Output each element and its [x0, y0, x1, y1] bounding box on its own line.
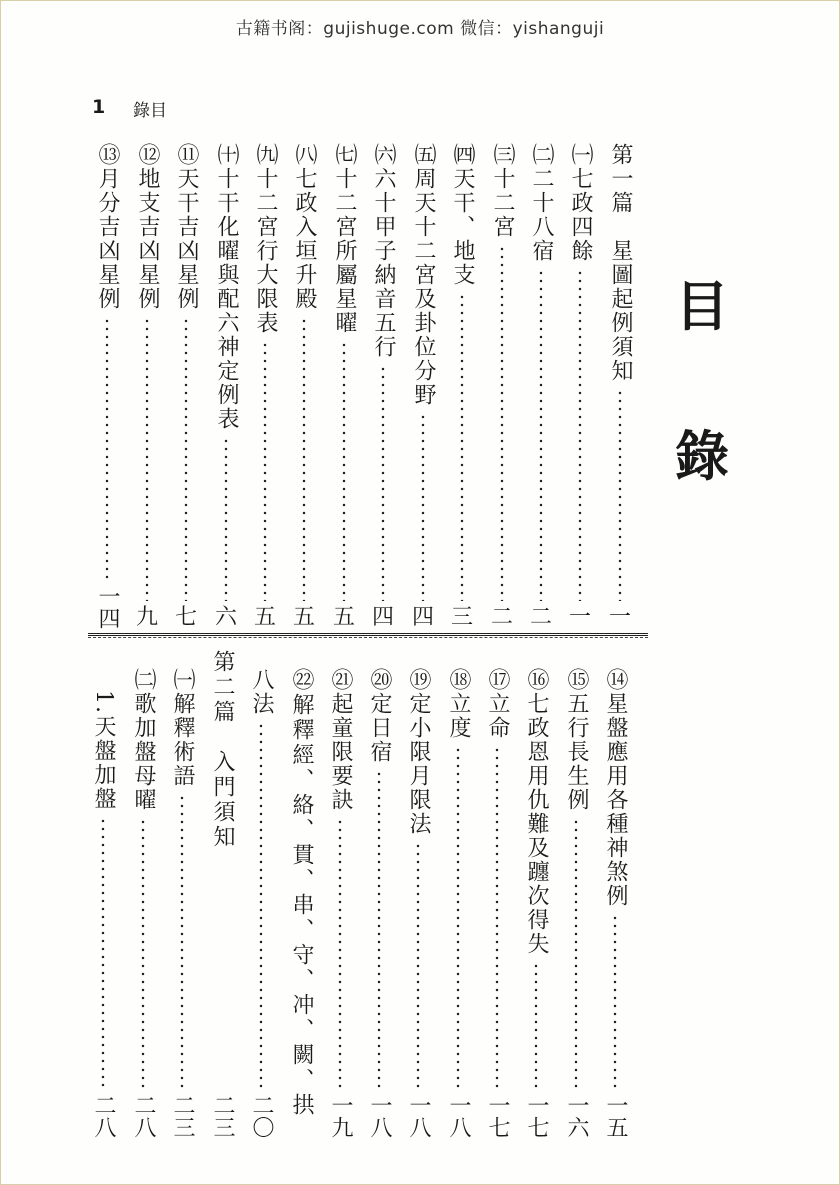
- toc-entry[interactable]: [128, 668, 158, 1138]
- toc-entry[interactable]: [408, 143, 438, 629]
- toc-entry[interactable]: [211, 143, 241, 629]
- toc-entry-page: 七: [174, 605, 197, 630]
- leader-dots: [338, 818, 342, 1088]
- toc-entry-label: ㈥六十甲子納音五行: [371, 143, 396, 359]
- leader-dots: [618, 389, 622, 601]
- page-header-title: 錄目: [133, 101, 167, 121]
- toc-entry-page: 二: [529, 605, 552, 630]
- leader-dots: [259, 722, 263, 1088]
- toc-entry-label: ㈠解釋術語: [170, 668, 195, 788]
- toc-entry-label: ㉑起童限要訣: [328, 668, 353, 812]
- toc-entry-label: ⑪天干吉凶星例: [174, 143, 199, 311]
- leader-dots: [500, 245, 504, 601]
- toc-entry-page: 二八: [131, 1094, 156, 1138]
- leader-dots: [460, 293, 464, 601]
- toc-entry[interactable]: [286, 668, 316, 1138]
- toc-entry[interactable]: [561, 668, 591, 1138]
- toc-entry-label: ㈡二十八宿: [529, 143, 554, 263]
- toc-entry-page: 一八: [446, 1094, 471, 1138]
- toc-entry-label: ⑲定小限月限法: [406, 668, 431, 836]
- leader-dots: [495, 746, 499, 1088]
- toc-entry-label: ⑰立命: [485, 668, 510, 740]
- leader-dots: [101, 817, 105, 1088]
- toc-entry-label: 1.天盤加盤: [91, 690, 116, 811]
- toc-entry-page: 一七: [485, 1094, 510, 1138]
- toc-entry[interactable]: [521, 668, 551, 1138]
- toc-entry-page: 一九: [328, 1094, 353, 1138]
- toc-entry-label: ㈧七政入垣升殿: [292, 143, 317, 311]
- toc-entry-page: 一: [568, 605, 591, 630]
- big-title-char-1: 目: [675, 275, 729, 338]
- toc-entry[interactable]: [403, 668, 433, 1138]
- leader-dots: [381, 365, 385, 601]
- toc-entry-page: 四: [411, 605, 434, 630]
- toc-entry-label: ⑱立度: [446, 668, 471, 740]
- toc-entry-page: 五: [292, 605, 315, 630]
- toc-entry[interactable]: [92, 143, 122, 629]
- toc-entry-label: 八法: [249, 668, 274, 716]
- leader-dots: [421, 413, 425, 601]
- toc-entry[interactable]: [289, 143, 319, 629]
- leader-dots: [613, 914, 617, 1088]
- leader-dots: [456, 746, 460, 1088]
- toc-entry-page: 一八: [406, 1094, 431, 1138]
- toc-entry-page: 六: [214, 605, 237, 630]
- leader-dots: [578, 269, 582, 601]
- toc-entry-label: 第二篇 入門須知: [210, 650, 235, 850]
- toc-entry-page: 一五: [603, 1094, 628, 1138]
- toc-entry-label: ⑯七政恩用仇難及躔次得失: [524, 668, 549, 956]
- leader-dots: [574, 818, 578, 1088]
- toc-entry-label: ⑭星盤應用各種神煞例: [603, 668, 628, 908]
- toc-entry[interactable]: [246, 668, 276, 1138]
- leader-dots: [302, 317, 306, 601]
- toc-entry[interactable]: [88, 690, 118, 1138]
- leader-dots: [539, 269, 543, 601]
- toc-entry[interactable]: [600, 668, 630, 1138]
- toc-entry-page: 二〇: [249, 1094, 274, 1138]
- toc-entry-page: 一八: [367, 1094, 392, 1138]
- toc-entry-page: 五: [332, 605, 355, 630]
- leader-dots: [416, 842, 420, 1088]
- toc-entry-page: 二八: [91, 1094, 116, 1138]
- toc-entry-page: 九: [135, 605, 158, 630]
- toc-entry-label: ㈣天干、地支: [450, 143, 475, 287]
- leader-dots: [105, 317, 109, 579]
- big-title-char-2: 錄: [675, 425, 729, 488]
- toc-entry[interactable]: [482, 668, 512, 1138]
- toc-entry[interactable]: [368, 143, 398, 629]
- toc-entry[interactable]: [325, 668, 355, 1138]
- toc-entry-page: 四: [371, 605, 394, 630]
- toc-entry-label: ⑮五行長生例: [564, 668, 589, 812]
- leader-dots: [342, 341, 346, 601]
- toc-entry-page: 一: [608, 605, 631, 630]
- leader-dots: [141, 818, 145, 1088]
- toc-entry-label: ⑬月分吉凶星例: [95, 143, 120, 311]
- toc-entry-page: 一七: [524, 1094, 549, 1138]
- toc-entry-label: ⑳定日宿: [367, 668, 392, 764]
- leader-dots: [180, 794, 184, 1088]
- toc-entry[interactable]: [167, 668, 197, 1138]
- toc-entry[interactable]: [329, 143, 359, 629]
- toc-entry-page: 一四: [95, 585, 120, 629]
- leader-dots: [534, 962, 538, 1088]
- toc-entry-page: 二三: [170, 1094, 195, 1138]
- page-number: 1: [92, 96, 106, 118]
- toc-entry[interactable]: [487, 143, 517, 629]
- toc-entry[interactable]: [250, 143, 280, 629]
- section-divider: [88, 633, 648, 636]
- toc-entry-page: 三: [450, 605, 473, 630]
- toc-entry[interactable]: [171, 143, 201, 629]
- toc-entry[interactable]: [364, 668, 394, 1138]
- toc-entry-label: ㈡歌加盤母曜: [131, 668, 156, 812]
- toc-entry-page: 二: [490, 605, 513, 630]
- toc-entry[interactable]: [207, 650, 237, 1138]
- toc-entry-label: ⑫地支吉凶星例: [135, 143, 160, 311]
- leader-dots: [263, 341, 267, 601]
- toc-entry[interactable]: [526, 143, 556, 629]
- toc-entry-page: 一六: [564, 1094, 589, 1138]
- toc-entry[interactable]: [132, 143, 162, 629]
- toc-entry-label: ㈤周天十二宮及卦位分野: [411, 143, 436, 407]
- toc-entry-page: 五: [253, 605, 276, 630]
- toc-entry[interactable]: [447, 143, 477, 629]
- leader-dots: [145, 317, 149, 601]
- toc-entry-page: 二三: [210, 1094, 235, 1138]
- leader-dots: [224, 437, 228, 601]
- toc-entry-label: ㈠七政四餘: [568, 143, 593, 263]
- toc-entry[interactable]: [605, 143, 635, 629]
- toc-entry-label: ㈩十干化曜與配六神定例表: [214, 143, 239, 431]
- toc-entry-label: 第一篇 星圖起例須知: [608, 143, 633, 383]
- toc-entry[interactable]: [443, 668, 473, 1138]
- toc-entry-label: ㈢十二宮: [490, 143, 515, 239]
- leader-dots: [184, 317, 188, 601]
- toc-entry-label: ㈦十二宮所屬星曜: [332, 143, 357, 335]
- leader-dots: [377, 770, 381, 1088]
- toc-entry-label: ㈨十二宮行大限表: [253, 143, 278, 335]
- toc-entry[interactable]: [565, 143, 595, 629]
- watermark: 古籍书阁：gujishuge.com 微信：yishanguji: [235, 19, 605, 39]
- toc-entry-label: ㉒解釋經、絡、貫、串、守、冲、闕、拱: [289, 668, 314, 1118]
